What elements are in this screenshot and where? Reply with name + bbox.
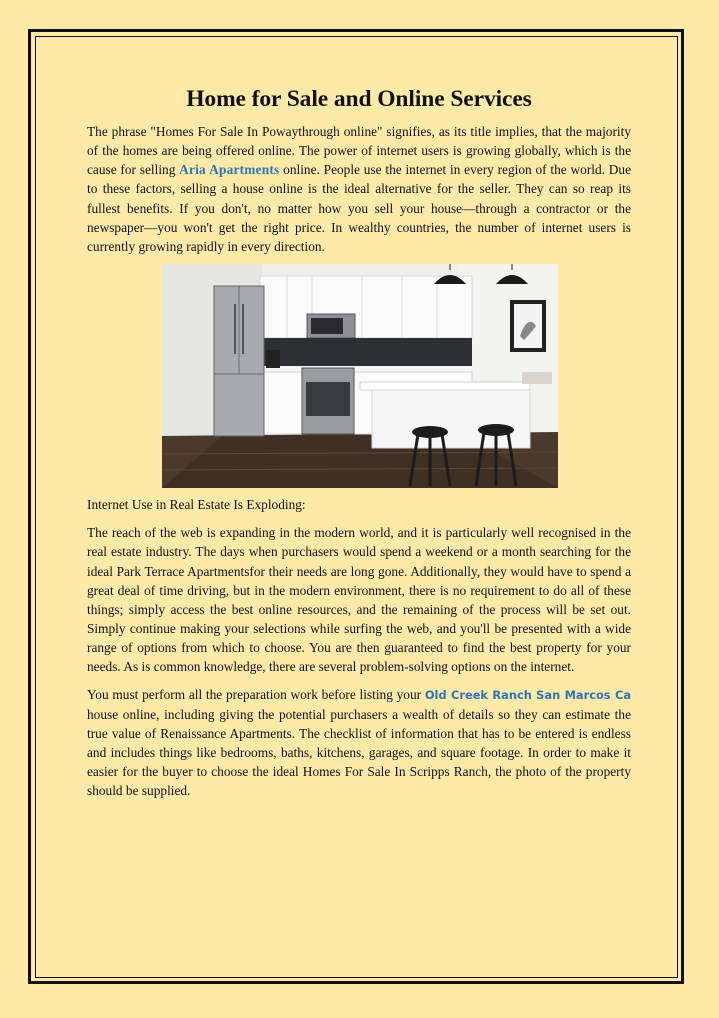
article-body (87, 86, 631, 800)
aria-apartments-link[interactable]: Aria Apartments (179, 162, 280, 178)
prep-text-before: You must perform all the preparation work before listing your (87, 686, 425, 702)
section-heading-internet-use: Internet Use in Real Estate Is Exploding: (87, 497, 306, 513)
paragraph-web-reach: The reach of the web is expanding in the modern world, and it is particularly well recognised in the real estate industry. The days when purchasers would spend a weekend or a month searching for the ideal Park Terrace Apartmentsfor their needs are long gone. Additionally, they would have to spend a great deal of time driving, but in the modern environment, there is no requirement to do all of these things; simply access the best online resources, and the remaining of the process will be set out. Simply continue making your selections while surfing the web, and you'll be presented with a wide range of options from which to choose. You are then guaranteed to find the best property for your needs. As is common knowledge, there are several problem-solving options on the internet. (87, 525, 631, 675)
article-title: Home for Sale and Online Services (186, 86, 532, 112)
intro-text-before: The phrase "Homes For Sale In Powaythrough online" signifies, as its title implies, that the majority of the homes are being offered online. The power of internet users is growing globally, which is the cause for selling (87, 124, 631, 178)
intro-text-after: online. People use the internet in every region of the world. Due to these factors, selling a house online is the ideal alternative for the seller. They can so reap its fullest benefits. If you don't, no matter how you sell your house—through a contractor or the newspaper—you won't get the right price. In wealthy countries, the number of internet users is currently growing rapidly in every direction. (87, 162, 632, 254)
paragraph-preparation (87, 685, 631, 801)
old-creek-ranch-link[interactable]: Old Creek Ranch San Marcos Ca (424, 687, 631, 702)
kitchen-photo (162, 264, 558, 488)
prep-text-after: house online, including giving the potential purchasers a wealth of details so they can estimate the true value of Renaissance Apartments. The checklist of information that has to be entered is endless and includes things like bedrooms, baths, kitchens, garages, and square footage. In order to make it easier for the buyer to choose the ideal Homes For Sale In Scripps Ranch, the photo of the property should be supplied. (87, 706, 631, 799)
paragraph-intro (87, 122, 631, 256)
